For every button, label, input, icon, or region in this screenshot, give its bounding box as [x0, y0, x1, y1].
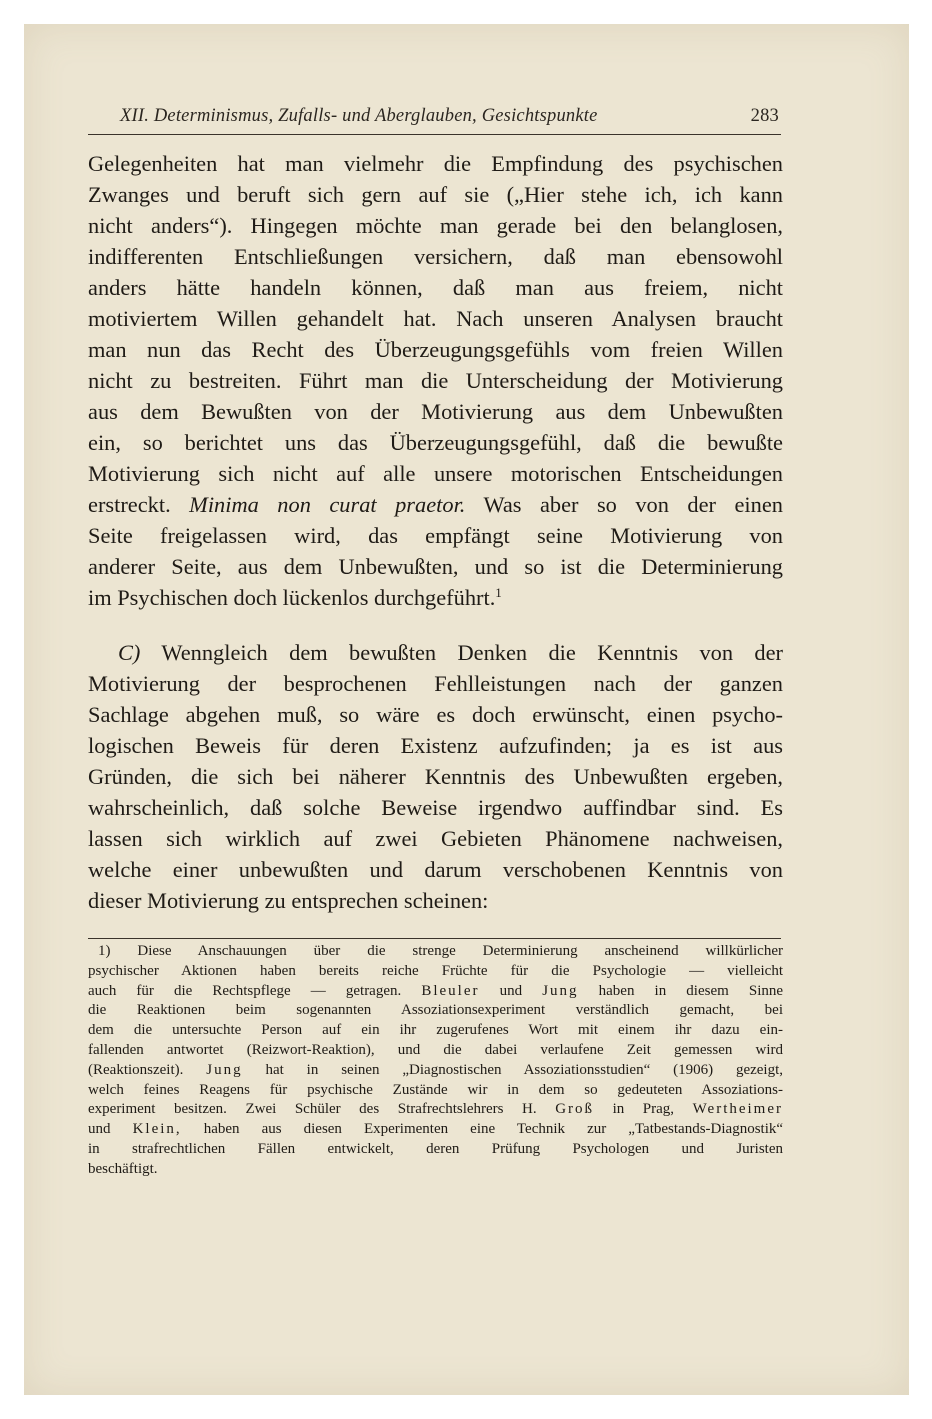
text-line — [88, 582, 783, 613]
text-line: Sachlage abgehen muß, so wäre es doch erwünscht, einen psycho- — [88, 702, 783, 727]
text-line: anderer Seite, aus dem Unbewußten, und so ist die Determinierung — [88, 554, 783, 579]
text-segment: haben aus diesen Experimenten eine Technik zur „Tatbestands-Diagnostik“ — [203, 1121, 784, 1138]
footnote — [88, 942, 783, 1180]
author-name: Jung — [542, 982, 579, 999]
text-line: ein, so berichtet uns das Überzeugungsgefühl, daß die bewußte — [88, 430, 783, 455]
footnote-line: 1) Diese Anschauungen über die strenge Determinierung anscheinend willkürlicher — [98, 943, 783, 959]
text-segment: und — [499, 982, 523, 999]
header-rule — [88, 134, 781, 135]
text-line: indifferenten Entschließungen versichern, daß man ebensowohl — [88, 244, 783, 269]
main-text — [88, 148, 783, 916]
footnote-line: beschäftigt. — [88, 1160, 158, 1177]
footnote-line: dem die untersuchte Person auf ein ihr zugerufenes Wort mit einem ihr dazu ein- — [88, 1022, 783, 1039]
text-line: aus dem Bewußten von der Motivierung aus dem Unbewußten — [88, 399, 783, 424]
author-name: Groß — [555, 1101, 595, 1118]
text-segment: experiment besitzen. Zwei Schüler des Strafrechtslehrers H. — [88, 1101, 537, 1118]
running-header — [88, 106, 781, 132]
footnote-line — [88, 1061, 783, 1081]
text-segment: erstreckt. — [88, 492, 171, 517]
author-name: Bleuler — [421, 982, 480, 999]
text-segment: in Prag, — [612, 1101, 675, 1118]
text-segment: hat in seinen „Diagnostischen Assoziationsstudien“ (1906) gezeigt, — [265, 1061, 784, 1078]
text-segment: Was aber so von der einen — [483, 492, 783, 517]
footnote-line: in strafrechtlichen Fällen entwickelt, deren Prüfung Psychologen und Juristen — [88, 1140, 783, 1157]
text-line: man nun das Recht des Überzeugungsgefühls vom freien Willen — [88, 337, 783, 362]
author-name: Jung — [206, 1061, 243, 1078]
footnote-line: welch feines Reagens für psychische Zustände wir in dem so gedeuteten Assoziations- — [88, 1081, 783, 1098]
footnote-line: fallenden antwortet (Reizwort-Reaktion), und die dabei verlaufene Zeit gemessen wird — [88, 1041, 783, 1058]
text-segment: Wenngleich dem bewußten Denken die Kenntnis von der — [161, 640, 783, 665]
text-line: Zwanges und beruft sich gern auf sie („Hier stehe ich, ich kann — [88, 182, 783, 207]
text-line: Gelegenheiten hat man vielmehr die Empfindung des psychischen — [88, 151, 783, 176]
text-line: Gründen, die sich bei näherer Kenntnis des Unbewußten ergeben, — [88, 764, 783, 789]
footnote-line: die Reaktionen beim sogenannten Assoziationsexperiment verständlich gemacht, bei — [88, 1002, 783, 1019]
text-line: nicht anders“). Hingegen möchte man gerade bei den belanglosen, — [88, 213, 783, 238]
text-line: wahrscheinlich, daß solche Beweise irgendwo auffindbar sind. Es — [88, 795, 783, 820]
footnote-mark: 1 — [495, 585, 502, 600]
text-line: dieser Motivierung zu entsprechen scheinen: — [88, 888, 489, 913]
text-segment: im Psychischen doch lückenlos durchgeführt. — [88, 585, 496, 610]
text-segment: und — [88, 1121, 111, 1138]
page-number: 283 — [750, 106, 779, 126]
footnote-line — [88, 982, 783, 1002]
paragraph-gap — [88, 613, 783, 637]
text-line: anders hätte handeln können, daß man aus freiem, nicht — [88, 275, 783, 300]
latin-quote: Minima non curat praetor. — [189, 492, 466, 517]
text-segment: haben in diesem Sinne — [598, 982, 784, 999]
text-line: Motivierung sich nicht auf alle unsere motorischen Entscheidungen — [88, 461, 783, 486]
text-line: Motivierung der besprochenen Fehlleistungen nach der ganzen — [88, 671, 783, 696]
footnote-line — [88, 1120, 783, 1140]
text-line: logischen Beweis für deren Existenz aufzufinden; ja es ist aus — [88, 733, 783, 758]
text-line: Seite freigelassen wird, das empfängt seine Motivierung von — [88, 523, 783, 548]
text-segment: auch für die Rechtspflege — getragen. — [88, 982, 402, 999]
text-line: welche einer unbewußten und darum verschobenen Kenntnis von — [88, 857, 783, 882]
author-name: Wertheimer — [692, 1101, 784, 1118]
footnote-line: psychischer Aktionen haben bereits reiche Früchte für die Psychologie — vielleicht — [88, 962, 783, 979]
text-line: lassen sich wirklich auf zwei Gebieten Phänomene nachweisen, — [88, 826, 783, 851]
text-line — [88, 489, 783, 520]
text-line: motiviertem Willen gehandelt hat. Nach unseren Analysen braucht — [88, 306, 783, 331]
text-line — [88, 637, 783, 668]
text-line: nicht zu bestreiten. Führt man die Unterscheidung der Motivierung — [88, 368, 783, 393]
footnote-rule — [88, 938, 781, 939]
text-segment: (Reaktionszeit). — [88, 1061, 184, 1078]
author-name: Klein, — [132, 1121, 182, 1138]
footnote-line — [88, 1100, 783, 1120]
section-label: C) — [118, 640, 141, 665]
header-title: XII. Determinismus, Zufalls- und Aberglauben, Gesichtspunkte — [120, 106, 598, 126]
